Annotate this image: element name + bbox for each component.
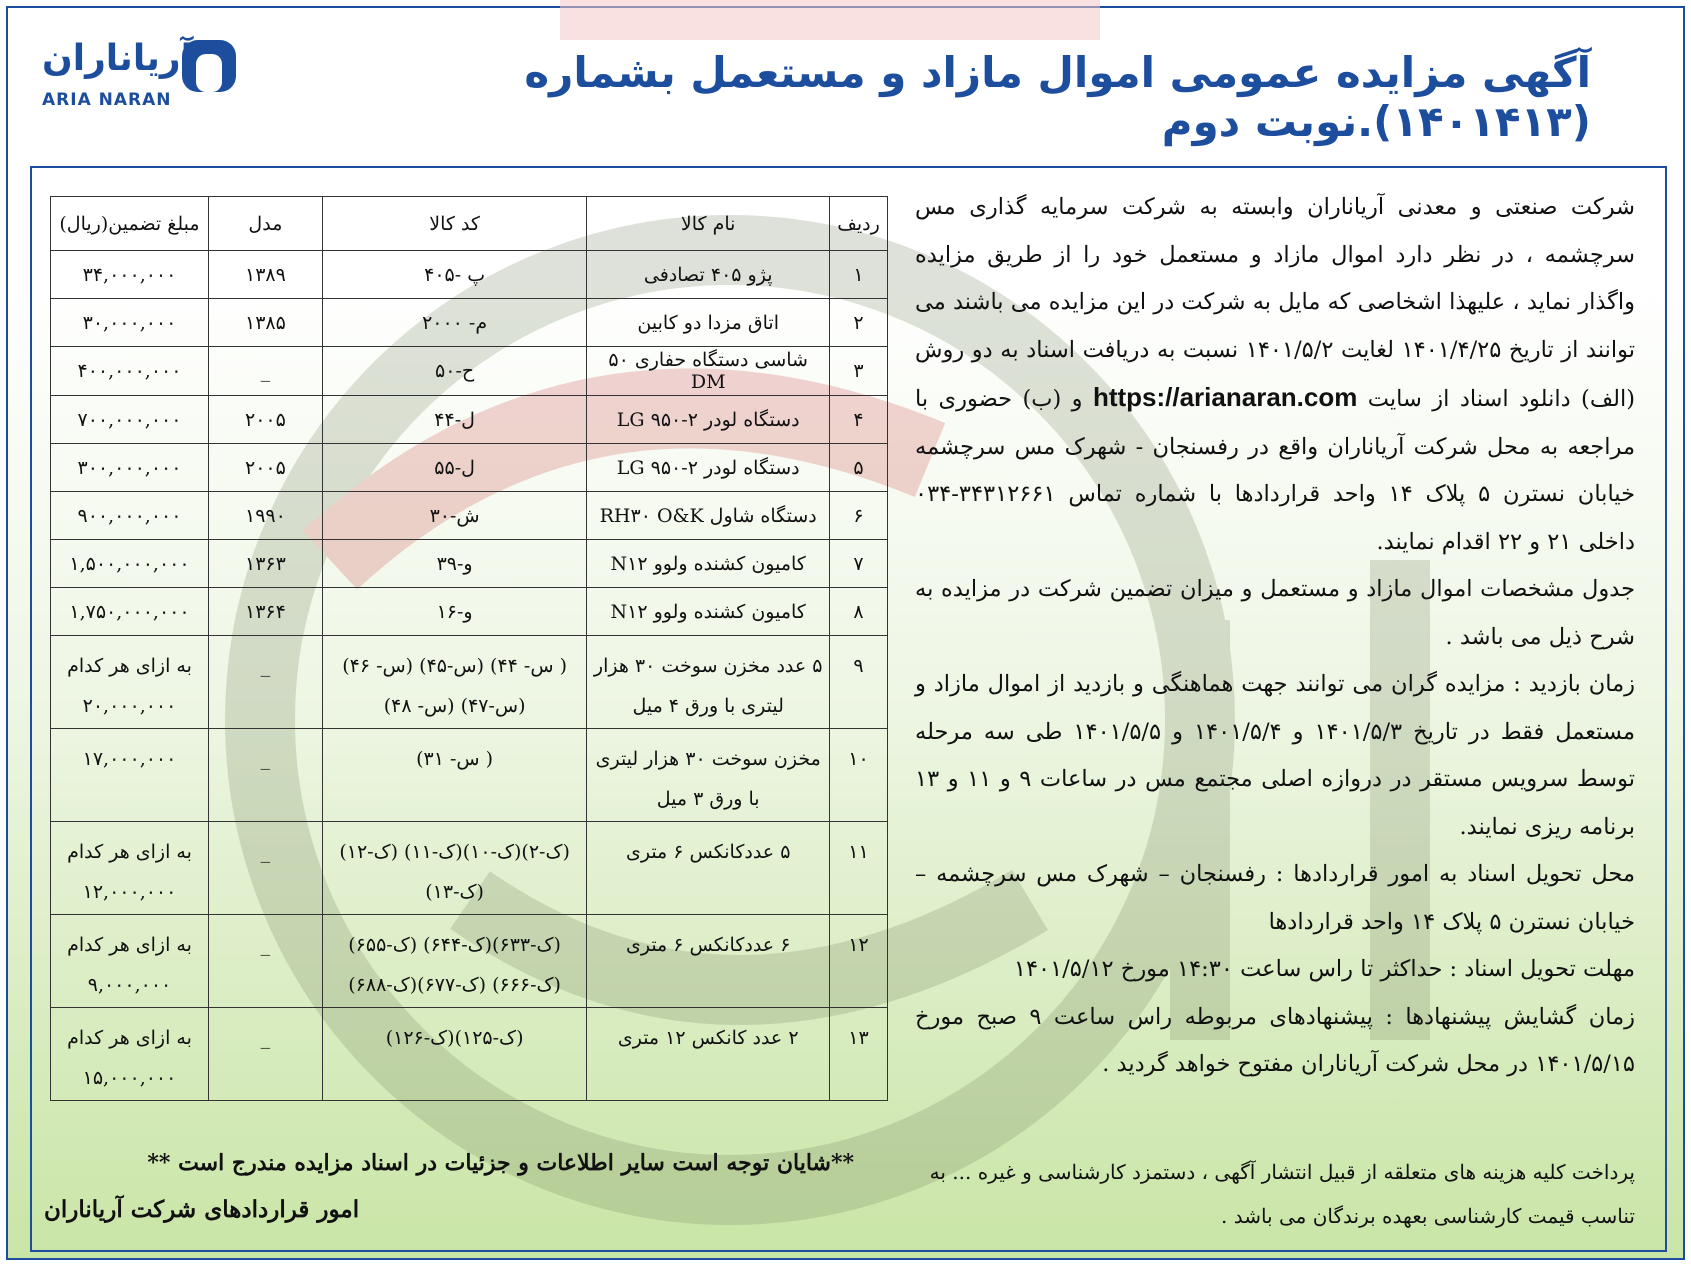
opening-time: زمان گشایش پیشنهادها : پیشنهادهای مربوطه راس ساعت ۹ صبح مورخ ۱۴۰۱/۵/۱۵ در محل شرکت آریاناران مفتوح خواهد گردید . (915, 1003, 1635, 1077)
website-link[interactable]: https://arianaran.com (1092, 382, 1358, 412)
cell-price: ۴۰۰,۰۰۰,۰۰۰ (51, 347, 209, 396)
cell-code: ل-۵۵ (322, 444, 587, 492)
cell-name: ۵ عدد مخزن سوخت ۳۰ هزار لیتری با ورق ۴ میل (587, 636, 830, 729)
company-logo (28, 30, 248, 140)
cell-name: ۶ عددکانکس ۶ متری (587, 915, 830, 1008)
signature: امور قراردادهای شرکت آریاناران (44, 1196, 360, 1223)
logo-text-fa: آریاناران (42, 38, 193, 79)
cell-price: ۳۰۰,۰۰۰,۰۰۰ (51, 444, 209, 492)
cell-name: ۵ عددکانکس ۶ متری (587, 822, 830, 915)
cell-row: ۹ (830, 636, 888, 729)
cell-code: م- ۲۰۰۰ (322, 299, 587, 347)
table-row (51, 822, 888, 915)
cell-code: ل-۴۴ (322, 396, 587, 444)
footer-note: **شایان توجه است سایر اطلاعات و جزئیات در اسناد مزایده مندرج است ** (147, 1150, 854, 1176)
cell-row: ۸ (830, 588, 888, 636)
cell-model: _ (208, 636, 322, 729)
cell-model: _ (208, 822, 322, 915)
cell-code: (ک-۶۳۳)(ک-۶۴۴) (ک-۶۵۵)(ک-۶۶۶) (ک-۶۷۷)(ک-۶۸۸) (322, 915, 587, 1008)
page-title: آگهی مزایده عمومی اموال مازاد و مستعمل بشماره (۱۴۰۱۴۱۳).نوبت دوم (524, 48, 1591, 146)
cell-code: و-۳۹ (322, 540, 587, 588)
table-row (51, 299, 888, 347)
table-row (51, 396, 888, 444)
costs-note: پرداخت کلیه هزینه های متعلقه از قبیل انتشار آگهی ، دستمزد کارشناسی و غیره ... به تناسب قیمت کارشناسی بعهده برندگان می باشد . (929, 1160, 1635, 1228)
header (0, 0, 1691, 150)
table-header-row (51, 197, 888, 251)
cell-price: ۳۴,۰۰۰,۰۰۰ (51, 251, 209, 299)
table-row (51, 588, 888, 636)
cell-code: (ک-۲)(ک-۱۰)(ک-۱۱) (ک-۱۲)(ک-۱۳) (322, 822, 587, 915)
cell-code: پ -۴۰۵ (322, 251, 587, 299)
intro-paragraph (915, 184, 1635, 566)
cell-model: ۲۰۰۵ (208, 444, 322, 492)
cell-model: ۱۳۶۳ (208, 540, 322, 588)
cell-name: پژو ۴۰۵ تصادفی (587, 251, 830, 299)
cell-name: دستگاه لودر ۲-۹۵۰ LG (587, 396, 830, 444)
cell-name: اتاق مزدا دو کابین (587, 299, 830, 347)
cell-row: ۵ (830, 444, 888, 492)
cell-model: ۱۳۶۴ (208, 588, 322, 636)
table-description: جدول مشخصات اموال مازاد و مستعمل و میزان تضمین شرکت در مزایده به شرح ذیل می باشد . (915, 576, 1635, 650)
table-row (51, 251, 888, 299)
cell-price: ۷۰۰,۰۰۰,۰۰۰ (51, 396, 209, 444)
table-row (51, 347, 888, 396)
intro-text: شرکت صنعتی و معدنی آریاناران وابسته به شرکت سرمایه گذاری مس سرچشمه ، در نظر دارد اموال مازاد و مستعمل خود را از طریق مزایده واگذار نماید ، علیهذا اشخاصی که مایل به شرکت در این مزایده می باشند می توانند از تاریخ ۱۴۰۱/۴/۲۵ لغایت ۱۴۰۱/۵/۲ نسبت به دریافت اسناد به دو روش (الف) دانلود اسناد از سایت (915, 194, 1636, 412)
table-row (51, 444, 888, 492)
intro-text-continued: و (ب) حضوری با مراجعه به محل شرکت آریاناران واقع در رفسنجان - شهرک مس سرچشمه خیابان نسترن ۵ پلاک ۱۴ واحد قراردادها با شماره تماس ۳۴۳۱۲۶۶۱-۰۳۴ داخلی ۲۱ و ۲۲ اقدام نمایند. (915, 386, 1636, 555)
header-model: مدل (208, 197, 322, 251)
cell-name: دستگاه شاول RH۳۰ O&K (587, 492, 830, 540)
cell-model: _ (208, 347, 322, 396)
visit-time: زمان بازدید : مزایده گران می توانند جهت هماهنگی و بازدید از اموال مازاد و مستعمل فقط در تاریخ ۱۴۰۱/۵/۳ و ۱۴۰۱/۵/۴ و ۱۴۰۱/۵/۵ طی سه مرحله توسط سرویس مستقر در دروازه اصلی مجتمع مس در ساعات ۹ و ۱۱ و ۱۳ برنامه ریزی نمایند. (915, 671, 1636, 840)
cell-code: ( س- ۳۱) (322, 729, 587, 822)
table-row (51, 1008, 888, 1101)
items-table (50, 196, 888, 1101)
cell-row: ۴ (830, 396, 888, 444)
header-row-number: ردیف (830, 197, 888, 251)
cell-model: ۱۳۸۹ (208, 251, 322, 299)
header-guarantee: مبلغ تضمین(ریال) (51, 197, 209, 251)
cell-row: ۲ (830, 299, 888, 347)
cell-model: _ (208, 729, 322, 822)
cell-row: ۳ (830, 347, 888, 396)
cell-code: و-۱۶ (322, 588, 587, 636)
cell-price: ۱,۵۰۰,۰۰۰,۰۰۰ (51, 540, 209, 588)
delivery-deadline: مهلت تحویل اسناد : حداکثر تا راس ساعت ۱۴:۳۰ مورخ ۱۴۰۱/۵/۱۲ (1013, 956, 1635, 982)
table-row (51, 636, 888, 729)
cell-price: ۳۰,۰۰۰,۰۰۰ (51, 299, 209, 347)
cell-row: ۷ (830, 540, 888, 588)
cell-name: مخزن سوخت ۳۰ هزار لیتری با ورق ۳ میل (587, 729, 830, 822)
cell-price: به ازای هر کدام ۲۰,۰۰۰,۰۰۰ (51, 636, 209, 729)
cell-model: _ (208, 1008, 322, 1101)
cell-row: ۱ (830, 251, 888, 299)
cell-price: به ازای هر کدام ۹,۰۰۰,۰۰۰ (51, 915, 209, 1008)
delivery-location: محل تحویل اسناد به امور قراردادها : رفسنجان – شهرک مس سرچشمه – خیابان نسترن ۵ پلاک ۱۴ واحد قراردادها (915, 861, 1635, 935)
logo-text-en: ARIA NARAN (42, 90, 172, 110)
cell-name: کامیون کشنده ولوو N۱۲ (587, 588, 830, 636)
cell-code: ش-۳۰ (322, 492, 587, 540)
cell-row: ۱۱ (830, 822, 888, 915)
cell-name: شاسی دستگاه حفاری ۵۰ DM (587, 347, 830, 396)
table-row (51, 915, 888, 1008)
cell-price: به ازای هر کدام ۱۵,۰۰۰,۰۰۰ (51, 1008, 209, 1101)
cell-code: ح-۵۰ (322, 347, 587, 396)
cell-price: ۱,۷۵۰,۰۰۰,۰۰۰ (51, 588, 209, 636)
table-row (51, 540, 888, 588)
cell-name: کامیون کشنده ولوو N۱۲ (587, 540, 830, 588)
cell-row: ۱۰ (830, 729, 888, 822)
cell-price: به ازای هر کدام ۱۲,۰۰۰,۰۰۰ (51, 822, 209, 915)
cell-name: دستگاه لودر ۲-۹۵۰ LG (587, 444, 830, 492)
cell-price: ۹۰۰,۰۰۰,۰۰۰ (51, 492, 209, 540)
cell-row: ۶ (830, 492, 888, 540)
cell-row: ۱۲ (830, 915, 888, 1008)
cell-code: ( س- ۴۴) (س-۴۵) (س- ۴۶) (س-۴۷) (س- ۴۸) (322, 636, 587, 729)
table-row (51, 492, 888, 540)
cell-model: ۱۹۹۰ (208, 492, 322, 540)
cell-price: ۱۷,۰۰۰,۰۰۰ (51, 729, 209, 822)
table-row (51, 729, 888, 822)
cell-row: ۱۳ (830, 1008, 888, 1101)
cell-model: ۲۰۰۵ (208, 396, 322, 444)
cell-model: ۱۳۸۵ (208, 299, 322, 347)
cell-name: ۲ عدد کانکس ۱۲ متری (587, 1008, 830, 1101)
announcement-body (915, 184, 1635, 1089)
cell-code: (ک-۱۲۵)(ک-۱۲۶) (322, 1008, 587, 1101)
header-item-name: نام کالا (587, 197, 830, 251)
header-item-code: کد کالا (322, 197, 587, 251)
cell-model: _ (208, 915, 322, 1008)
